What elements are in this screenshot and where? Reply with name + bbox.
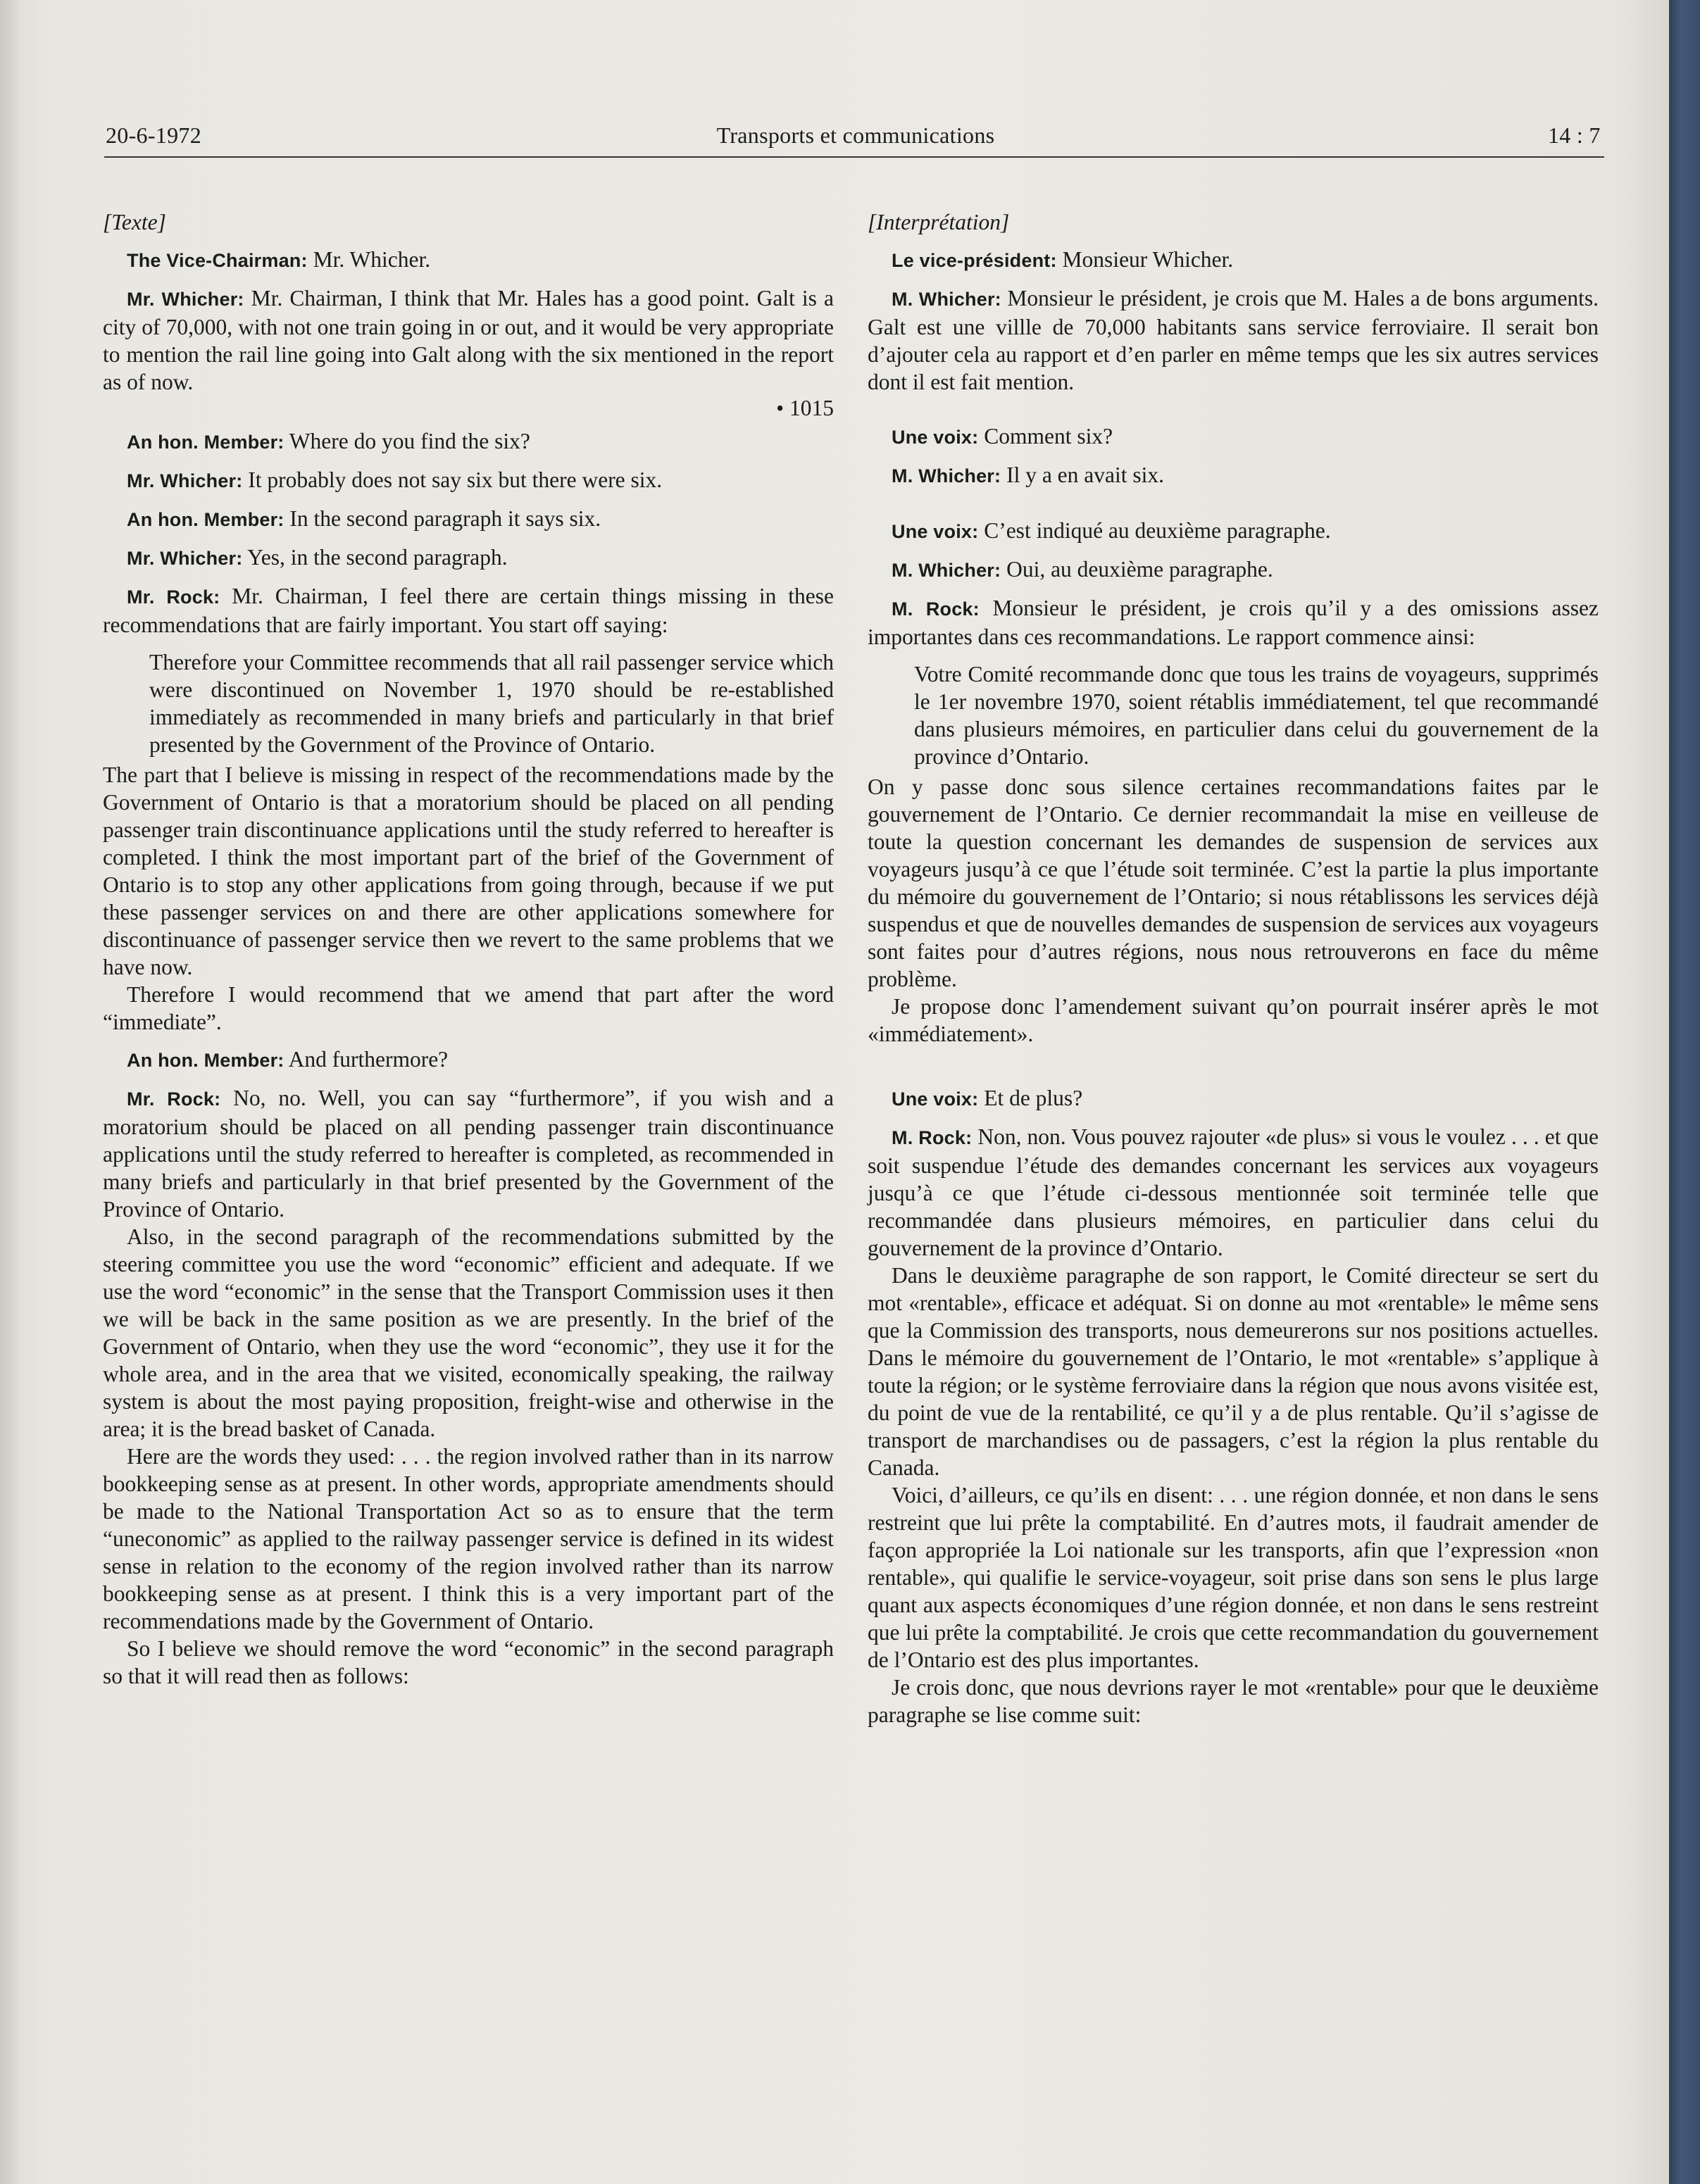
speech: Et de plus? (978, 1086, 1083, 1110)
paragraph: Therefore I would recommend that we amend that part after the word “immediate”. (103, 982, 834, 1034)
paragraph: On y passe donc sous silence certaines recommandations faites par le gouvernement de l’Ontario. Ce dernier recommandait la mise en veilleuse de toute la question concernant les demandes de suspension de services aux voyageurs jusqu’à ce que l’étude soit terminée. C’est la partie la plus importante du mémoire du gouvernement de l’Ontario; si nous rétablissons les services déjà suspendus et que de nouvelles demandes de suspension de services aux voyageurs sont faites pour d’autres régions, nous nous retrouverons en face du même problème. (868, 774, 1599, 991)
paragraph (103, 466, 834, 495)
spacer (868, 500, 1599, 517)
speech: Where do you find the six? (284, 429, 530, 453)
paragraph (868, 517, 1599, 546)
speaker: Mr. Whicher: (127, 548, 243, 569)
paragraph (868, 246, 1599, 275)
speaker: Une voix: (892, 521, 979, 542)
paragraph (103, 505, 834, 534)
spacer (868, 406, 1599, 422)
speech: Oui, au deuxième paragraphe. (1001, 557, 1273, 582)
speaker: Le vice-président: (892, 250, 1057, 271)
english-column (103, 208, 834, 1690)
paragraph (868, 461, 1599, 490)
speaker: The Vice-Chairman: (127, 250, 308, 271)
time-marker: • 1015 (776, 396, 834, 420)
paragraph (868, 556, 1599, 584)
speaker: An hon. Member: (127, 509, 285, 530)
speaker: Mr. Rock: (127, 586, 220, 608)
binding-edge (1669, 0, 1700, 2184)
paragraph: Dans le deuxième paragraphe de son rapport, le Comité directeur se sert du mot «rentable», efficace et adéquat. Si on donne au mot «rentable» le même sens que la Commission des transports, nous demeurerons sur nos positions actuelles. Dans le mémoire du gouvernement de l’Ontario, le mot «rentable» s’applique à toute la région; or le système ferroviaire dans la région que nous avons visitée est, du point de vue de la rentabilité, ce qu’il y a de plus rentable. Qu’il s’agisse de transport de marchandises ou de passagers, c’est la région la plus rentable du Canada. (868, 1263, 1599, 1480)
speech: Non, non. Vous pouvez rajouter «de plus» si vous le voulez . . . et que soit suspendue l’étude des demandes concernant les services aux voyageurs jusqu’à ce que l’étude ci-dessous mentionnée soit terminée telle que recommandée dans plusieurs mémoires, en particulier dans celui du gouvernement de la province d’Ontario. (868, 1124, 1599, 1260)
header-title: Transports et communications (716, 123, 995, 148)
paragraph: Here are the words they used: . . . the region involved rather than in its narrow bookkeeping sense as at present. In other words, appropriate amendments should be made to the National Transportation Act so as to ensure that the term “uneconomic” as applied to the railway passenger service is defined in its widest sense in relation to the economy of the region involved rather than its narrow bookkeeping sense as at present. I think this is a very important part of the recommendations made by the Government of Ontario. (103, 1444, 834, 1633)
speech: C’est indiqué au deuxième paragraphe. (978, 518, 1331, 543)
paragraph: Voici, d’ailleurs, ce qu’ils en disent: . . . une région donnée, et non dans le sens restreint que lui prête la comptabilité. En d’autres mots, il faudrait amender de façon appropriée la Loi nationale sur les transports, afin que l’expression «non rentable», qui qualifie le service-voyageur, soit prise dans son sens le plus large quant aux aspects économiques d’une région donnée, et non dans le sens restreint que lui prête la comptabilité. Je crois que cette recommandation du gouvernement de l’Ontario est des plus importantes. (868, 1483, 1599, 1672)
paragraph (103, 1046, 834, 1074)
paragraph: So I believe we should remove the word “economic” in the second paragraph so that it will read then as follows: (103, 1636, 834, 1688)
speech: Il y a en avait six. (1001, 463, 1165, 487)
speaker: M. Whicher: (892, 289, 1001, 310)
speaker: M. Rock: (892, 1127, 973, 1148)
paragraph (103, 284, 834, 396)
speech: And furthermore? (284, 1047, 449, 1072)
header-page-number: 14 : 7 (1548, 123, 1601, 148)
speaker: An hon. Member: (127, 1050, 285, 1071)
speaker: M. Whicher: (892, 465, 1001, 487)
speech: Mr. Chairman, I feel there are certain things missing in these recommendations that are fairly important. You start off saying: (103, 584, 834, 637)
paragraph (103, 582, 834, 639)
speech: Mr. Chairman, I think that Mr. Hales has a good point. Galt is a city of 70,000, with not one train going in or out, and it would be very appropriate to mention the rail line going into Galt along with the six mentioned in the report as of now. (103, 286, 834, 394)
speaker: M. Rock: (892, 598, 980, 620)
speech: Monsieur le président, je crois que M. Hales a de bons arguments. Galt est une villle de 70,000 habitants sans service ferroviaire. Il serait bon d’ajouter cela au rapport et d’en parler en même temps que les six autres services dont il est fait mention. (868, 286, 1599, 394)
paragraph (103, 427, 834, 456)
speaker: Mr. Rock: (127, 1088, 221, 1110)
speech: Comment six? (978, 424, 1113, 448)
french-column (868, 208, 1599, 1728)
paragraph (868, 594, 1599, 651)
speaker: Mr. Whicher: (127, 289, 244, 310)
speech: Monsieur le président, je crois qu’il y a des omissions assez importantes dans ces recommandations. Le rapport commence ainsi: (868, 596, 1599, 649)
language-label: [Texte] (103, 210, 166, 234)
paragraph: The part that I believe is missing in respect of the recommendations made by the Government of Ontario is that a moratorium should be placed on all pending passenger train discontinuance applications until the study referred to hereafter is completed. I think the most important part of the brief of the Government of Ontario is to stop any other applications from going through, because if we put these passenger services on and there are other applications somewhere for discontinuance of passenger service then we revert to the same problems that we have now. (103, 762, 834, 979)
speech: Yes, in the second paragraph. (242, 545, 508, 570)
spacer (868, 1058, 1599, 1084)
speech: No, no. Well, you can say “furthermore”, if you wish and a moratorium should be placed on all pending passenger train discontinuance applications until the study referred to hereafter is completed, as recommended in many briefs and particularly in that brief presented by the Government of the Province of Ontario. (103, 1086, 834, 1222)
speaker: Une voix: (892, 427, 979, 448)
speech: It probably does not say six but there were six. (242, 467, 663, 492)
paragraph (868, 1084, 1599, 1113)
speech: In the second paragraph it says six. (284, 506, 601, 531)
speaker: Mr. Whicher: (127, 470, 243, 491)
paragraph (868, 422, 1599, 451)
block-quote: Votre Comité recommande donc que tous les trains de voyageurs, supprimés le 1er novembre 1970, soient rétablis immédiatement, tel que recommandé dans plusieurs mémoires, en particulier dans celui du gouvernement de la province d’Ontario. (914, 662, 1599, 769)
header-date: 20-6-1972 (106, 123, 202, 148)
paragraph: Also, in the second paragraph of the recommendations submitted by the steering committee you use the word “economic” efficient and adequate. If we use the word “economic” in the sense that the Transport Commission uses it then we will be back in the same position as we are presently. In the brief of the Government of Ontario, when they use the word “economic”, they use it for the whole area, and in the area that we visited, economically speaking, the railway system is about the most paying proposition, freight-wise and otherwise in the area; it is the bread basket of Canada. (103, 1224, 834, 1441)
paragraph: Je crois donc, que nous devrions rayer le mot «rentable» pour que le deuxième paragraphe se lise comme suit: (868, 1675, 1599, 1727)
speaker: Une voix: (892, 1088, 979, 1110)
speaker: An hon. Member: (127, 432, 285, 453)
block-quote: Therefore your Committee recommends that all rail passenger service which were discontinued on November 1, 1970 should be re-established immediately as recommended in many briefs and particularly in that brief presented by the Government of the Province of Ontario. (149, 650, 834, 757)
paragraph: Je propose donc l’amendement suivant qu’on pourrait insérer après le mot «immédiatement». (868, 994, 1599, 1046)
language-label: [Interprétation] (868, 210, 1010, 234)
speaker: M. Whicher: (892, 560, 1001, 581)
header-rule (104, 156, 1604, 158)
paragraph (103, 246, 834, 275)
paragraph (103, 1084, 834, 1223)
paragraph (868, 284, 1599, 396)
paragraph (103, 544, 834, 572)
speech: Mr. Whicher. (307, 247, 431, 272)
speech: Monsieur Whicher. (1056, 247, 1234, 272)
paragraph (868, 1123, 1599, 1262)
